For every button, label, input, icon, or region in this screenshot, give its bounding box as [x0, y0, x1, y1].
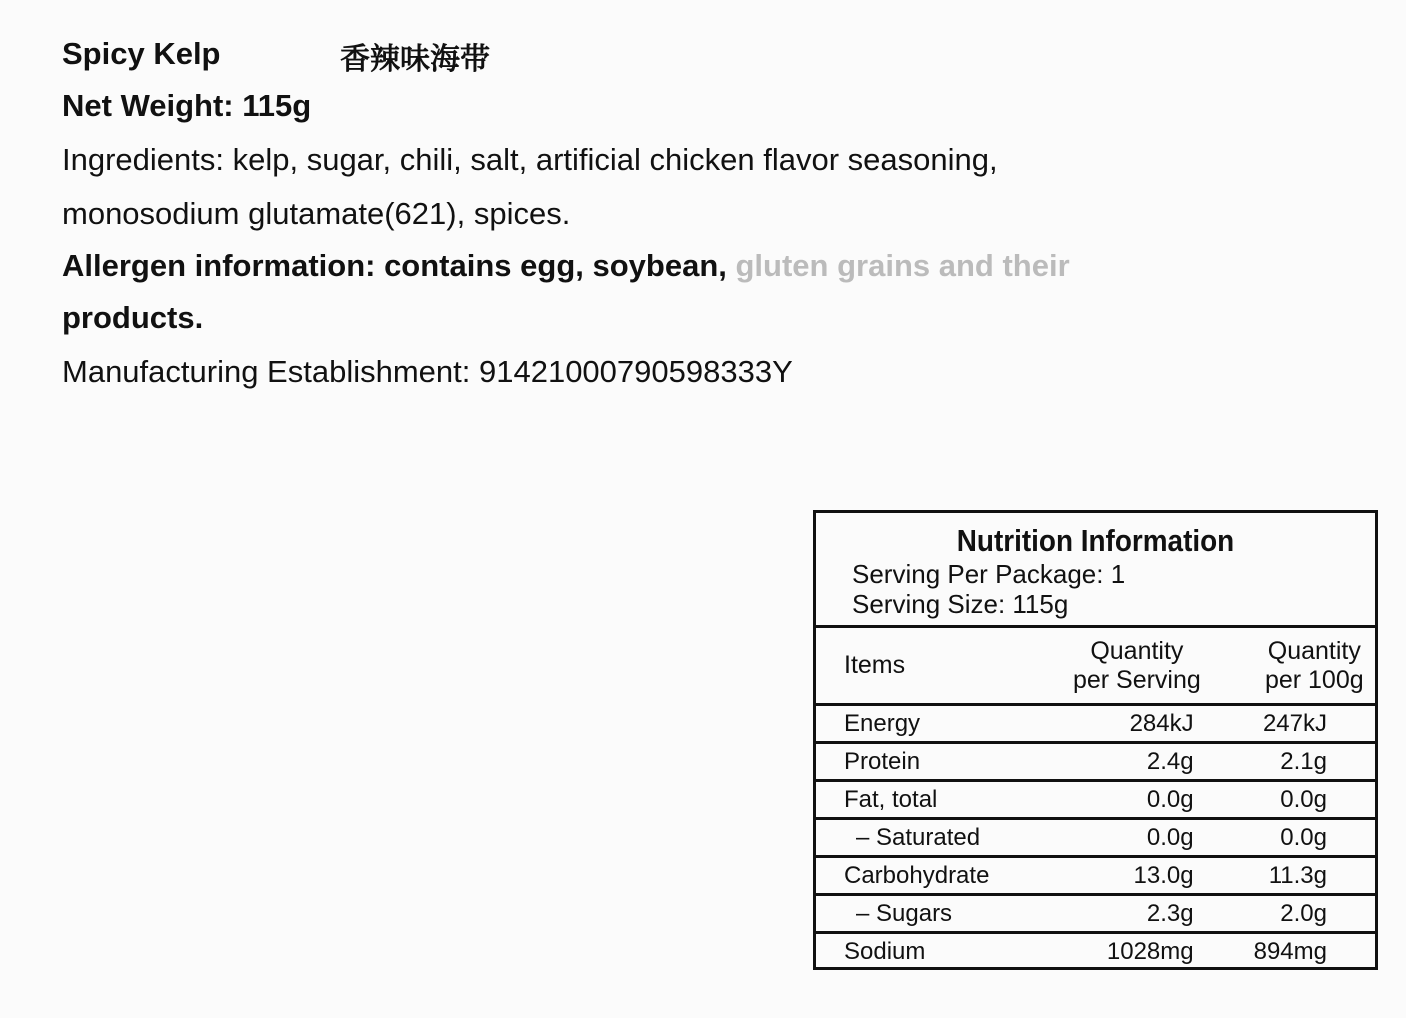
nutrition-row	[816, 819, 1375, 857]
nutrition-title: Nutrition Information	[956, 523, 1235, 558]
value-per-serving: 2.3g	[1020, 895, 1253, 933]
nutrition-row	[816, 933, 1375, 970]
nutrition-table	[813, 510, 1378, 970]
item-name: Energy	[816, 705, 1020, 743]
manufacturing-establishment: Manufacturing Establishment: 91421000790598333Y	[62, 354, 793, 389]
header-items: Items	[816, 628, 1020, 705]
column-headers	[816, 628, 1375, 705]
nutrition-row	[816, 705, 1375, 743]
value-per-serving: 2.4g	[1020, 743, 1253, 781]
item-name: Protein	[816, 743, 1020, 781]
value-per-serving: 284kJ	[1020, 705, 1253, 743]
allergen-text-faded: gluten grains and their	[726, 248, 1070, 283]
item-name: Sodium	[844, 937, 926, 965]
header-per-serving	[1020, 628, 1253, 705]
product-name: Spicy Kelp	[62, 36, 221, 71]
nutrition-row	[816, 743, 1375, 781]
net-weight: Net Weight: 115g	[62, 88, 312, 123]
value-per-100g: 894mg	[1253, 937, 1327, 965]
nutrition-row	[816, 857, 1375, 895]
ingredients-line-2: monosodium glutamate(621), spices.	[62, 196, 571, 231]
value-per-serving: 0.0g	[1020, 819, 1253, 857]
item-name: – Saturated	[816, 819, 1020, 857]
ingredients-line-1: Ingredients: kelp, sugar, chili, salt, artificial chicken flavor seasoning,	[62, 142, 998, 177]
item-name: Fat, total	[816, 781, 1020, 819]
header-per-100g	[1254, 628, 1375, 705]
item-name: – Sugars	[816, 895, 1020, 933]
value-per-100g: 2.0g	[1254, 895, 1375, 933]
allergen-text: Allergen information: contains egg, soybean,	[62, 248, 727, 283]
value-per-100g: 2.1g	[1254, 743, 1375, 781]
value-per-100g: 0.0g	[1254, 819, 1375, 857]
nutrition-row	[816, 781, 1375, 819]
value-per-100g: 247kJ	[1254, 705, 1375, 743]
header-text: Quantity	[1267, 636, 1361, 665]
product-name-chinese: 香辣味海带	[340, 42, 490, 77]
header-text: Quantity	[1090, 636, 1184, 665]
header-text: per Serving	[1072, 665, 1201, 694]
value-per-serving: 1028mg	[1106, 937, 1194, 965]
header-text: per 100g	[1264, 665, 1364, 694]
value-per-serving: 0.0g	[1020, 781, 1253, 819]
nutrition-header	[816, 513, 1375, 628]
item-name: Carbohydrate	[816, 857, 1020, 895]
value-per-serving: 13.0g	[1020, 857, 1253, 895]
serving-size: Serving Size: 115g	[852, 589, 1069, 619]
nutrition-grid	[816, 628, 1375, 969]
allergen-line-2: products.	[62, 300, 204, 335]
serving-per-package: Serving Per Package: 1	[852, 559, 1126, 589]
value-per-100g: 0.0g	[1254, 781, 1375, 819]
value-per-100g: 11.3g	[1254, 857, 1375, 895]
nutrition-row	[816, 895, 1375, 933]
allergen-line-1	[62, 248, 1070, 284]
